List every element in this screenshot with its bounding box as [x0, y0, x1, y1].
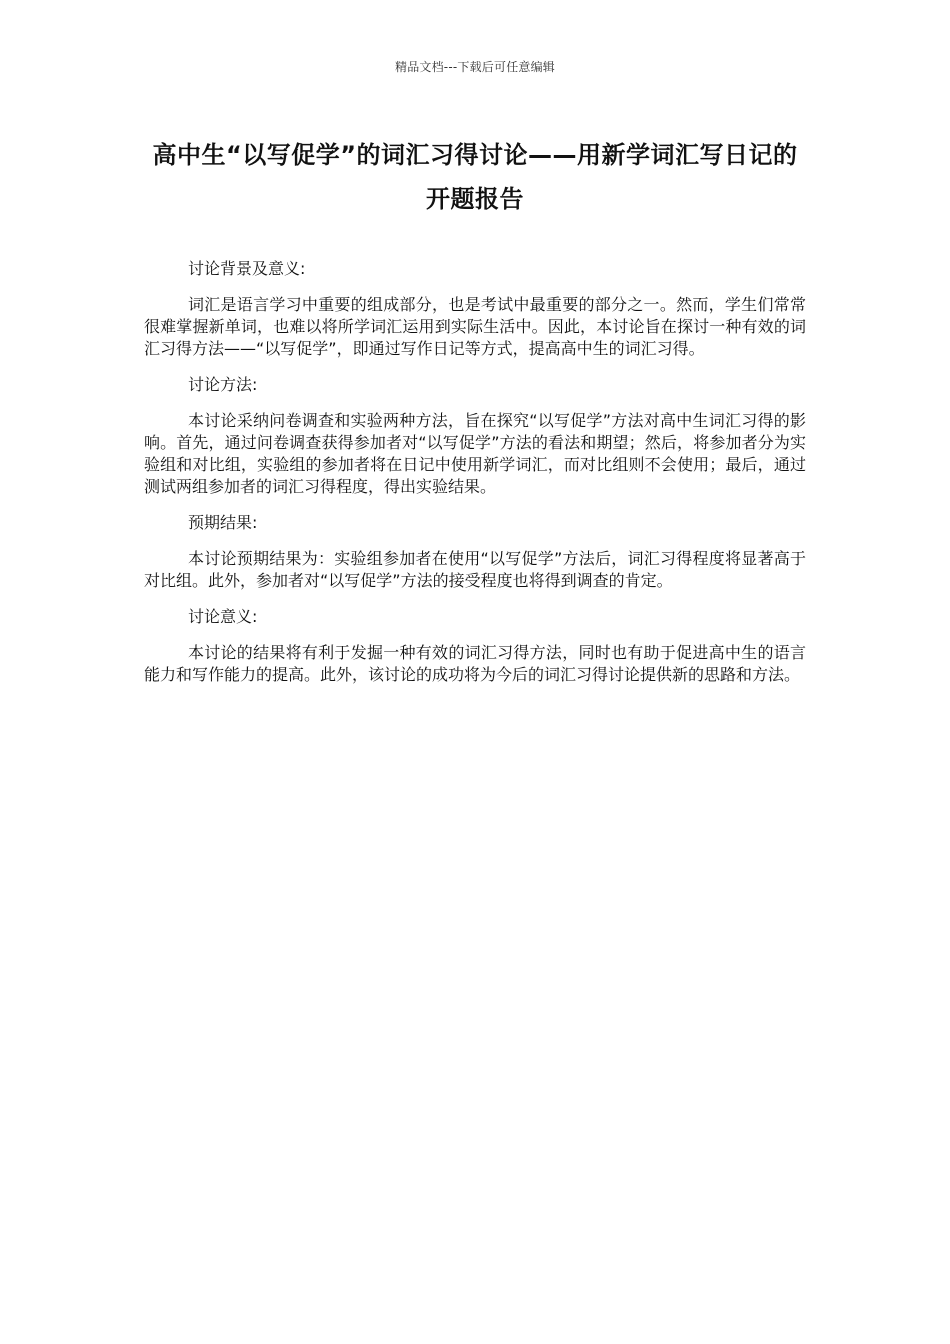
section-heading-background: 讨论背景及意义:: [188, 259, 306, 278]
section-paragraph-significance: 本讨论的结果将有利于发掘一种有效的词汇习得方法，同时也有助于促进高中生的语言能力和写作能力的提高。此外，该讨论的成功将为今后的词汇习得讨论提供新的思路和方法。: [144, 643, 806, 684]
section-paragraph-background: 词汇是语言学习中重要的组成部分，也是考试中最重要的部分之一。然而，学生们常常很难掌握新单词，也难以将所学词汇运用到实际生活中。因此，本讨论旨在探讨一种有效的词汇习得方法——“以写促学”，即通过写作日记等方式，提高高中生的词汇习得。: [144, 295, 806, 358]
document-body: [144, 258, 806, 700]
section-paragraph-expected-results: 本讨论预期结果为：实验组参加者在使用“以写促学”方法后，词汇习得程度将显著高于对比组。此外，参加者对“以写促学”方法的接受程度也将得到调查的肯定。: [144, 549, 806, 590]
document-title: 高中生“以写促学”的词汇习得讨论——用新学词汇写日记的开题报告: [152, 141, 798, 213]
section-heading-significance: 讨论意义:: [188, 607, 258, 626]
section-heading-method: 讨论方法:: [188, 375, 258, 394]
section-heading-expected-results: 预期结果:: [188, 513, 258, 532]
header-note: 精品文档---下载后可任意编辑: [395, 60, 555, 74]
section-paragraph-method: 本讨论采纳问卷调查和实验两种方法，旨在探究“以写促学”方法对高中生词汇习得的影响。首先，通过问卷调查获得参加者对“以写促学”方法的看法和期望；然后，将参加者分为实验组和对比组，实验组的参加者将在日记中使用新学词汇，而对比组则不会使用；最后，通过测试两组参加者的词汇习得程度，得出实验结果。: [144, 411, 806, 496]
